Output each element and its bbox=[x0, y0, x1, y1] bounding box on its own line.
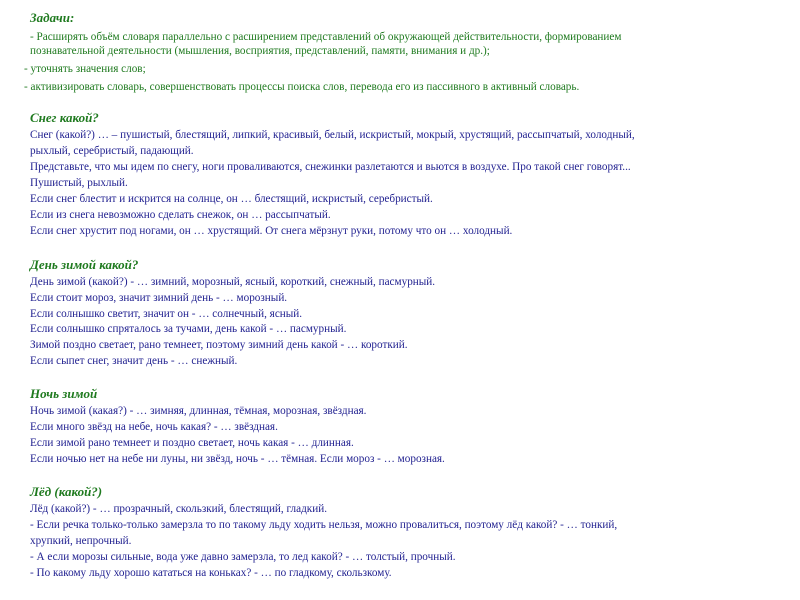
tasks-line: познавательной деятельности (мышления, восприятия, представлений, памяти, внимания и др.); bbox=[30, 45, 490, 57]
section-line: Лёд (какой?) - … прозрачный, скользкий, блестящий, гладкий. bbox=[30, 503, 327, 515]
section-line: - По какому льду хорошо кататься на коньках? - … по гладкому, скользкому. bbox=[30, 567, 392, 579]
tasks-line: - Расширять объём словаря параллельно с расширением представлений об окружающей действительности, формированием bbox=[30, 31, 622, 43]
section-line: хрупкий, непрочный. bbox=[30, 535, 132, 547]
section-title-snow: Снег какой? bbox=[30, 110, 99, 125]
tasks-line: - уточнять значения слов; bbox=[24, 63, 146, 75]
section-line: Если из снега невозможно сделать снежок, он … рассыпчатый. bbox=[30, 209, 331, 221]
section-line: Если солнышко спряталось за тучами, день какой - … пасмурный. bbox=[30, 323, 347, 335]
section-line: Если снег блестит и искрится на солнце, он … блестящий, искристый, серебристый. bbox=[30, 193, 433, 205]
section-line: Снег (какой?) … – пушистый, блестящий, липкий, красивый, белый, искристый, мокрый, хрустящий, рассыпчатый, холодный, bbox=[30, 129, 635, 141]
section-line: Если зимой рано темнеет и поздно светает, ночь какая - … длинная. bbox=[30, 437, 354, 449]
section-line: Если снег хрустит под ногами, он … хрустящий. От снега мёрзнут руки, потому что он … холодный. bbox=[30, 225, 513, 237]
tasks-line: - активизировать словарь, совершенствовать процессы поиска слов, перевода его из пассивного в активный словарь. bbox=[24, 81, 580, 93]
section-title-ice: Лёд (какой?) bbox=[30, 484, 103, 499]
section-line: Зимой поздно светает, рано темнеет, поэтому зимний день какой - … короткий. bbox=[30, 339, 408, 351]
section-line: Если сыпет снег, значит день - … снежный. bbox=[30, 355, 238, 367]
section-line: рыхлый, серебристый, падающий. bbox=[30, 145, 194, 157]
section-line: Если стоит мороз, значит зимний день - … морозный. bbox=[30, 292, 288, 304]
section-line: Если солнышко светит, значит он - … солнечный, ясный. bbox=[30, 308, 303, 320]
section-line: - А если морозы сильные, вода уже давно замерзла, то лед какой? - … толстый, прочный. bbox=[30, 551, 456, 563]
section-title-day: День зимой какой? bbox=[30, 257, 139, 272]
section-line: Пушистый, рыхлый. bbox=[30, 177, 128, 189]
tasks-title: Задачи: bbox=[30, 10, 75, 25]
section-line: День зимой (какой?) - … зимний, морозный, ясный, короткий, снежный, пасмурный. bbox=[30, 276, 436, 288]
section-line: Ночь зимой (какая?) - … зимняя, длинная, тёмная, морозная, звёздная. bbox=[30, 405, 367, 417]
section-line: - Если речка только-только замерзла то по такому льду ходить нельзя, можно провалиться, поэтому лёд какой? - … тонкий, bbox=[30, 519, 618, 531]
section-title-night: Ночь зимой bbox=[30, 386, 98, 401]
section-line: Представьте, что мы идем по снегу, ноги проваливаются, снежинки разлетаются и вьются в воздухе. Про такой снег говорят... bbox=[30, 161, 631, 173]
section-line: Если ночью нет на небе ни луны, ни звёзд, ночь - … тёмная. Если мороз - … морозная. bbox=[30, 453, 445, 465]
section-line: Если много звёзд на небе, ночь какая? - … звёздная. bbox=[30, 421, 278, 433]
